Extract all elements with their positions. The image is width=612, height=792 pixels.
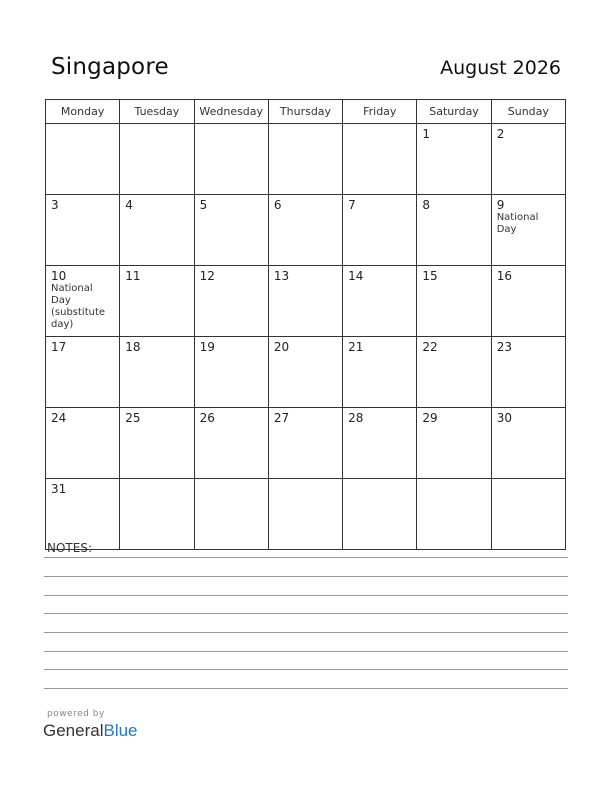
calendar-day-cell — [343, 195, 417, 266]
calendar-day-cell — [417, 337, 491, 408]
day-number: 12 — [199, 269, 215, 283]
weekday-header-wednesday: Wednesday — [194, 100, 268, 124]
calendar-day-cell — [120, 124, 194, 195]
day-number: 30 — [496, 411, 512, 425]
day-number: 24 — [51, 411, 67, 425]
day-number: 4 — [125, 198, 133, 212]
day-number: 18 — [125, 340, 141, 354]
weekday-header-row — [46, 100, 566, 124]
day-number: 7 — [348, 198, 356, 212]
calendar-week-row — [46, 408, 566, 479]
calendar-day-cell — [120, 337, 194, 408]
calendar-day-cell — [491, 408, 565, 479]
day-number: 6 — [273, 198, 282, 212]
day-number: 13 — [273, 269, 290, 283]
logo-text-blue: Blue — [103, 721, 138, 740]
day-number: 29 — [422, 411, 438, 425]
day-number: 21 — [348, 340, 364, 354]
calendar-day-cell — [120, 266, 194, 337]
day-number: 25 — [125, 411, 141, 425]
calendar-day-cell — [491, 124, 565, 195]
day-number: 5 — [199, 198, 208, 212]
day-number: 11 — [125, 269, 141, 283]
day-number: 2 — [496, 127, 505, 141]
powered-by-text: powered by — [47, 709, 105, 719]
day-number: 16 — [496, 269, 512, 283]
day-number: 9 — [496, 198, 505, 212]
holiday-label: National Day (substitute day) — [51, 283, 106, 330]
day-number: 31 — [51, 482, 67, 496]
calendar-day-cell — [268, 408, 342, 479]
calendar-week-row — [46, 479, 566, 550]
calendar-day-cell — [194, 124, 268, 195]
calendar-day-cell — [417, 195, 491, 266]
calendar-day-cell — [491, 266, 565, 337]
calendar-weeks — [46, 124, 566, 550]
day-number: 28 — [348, 411, 364, 425]
calendar-day-cell — [491, 195, 565, 266]
weekday-header-sunday: Sunday — [491, 100, 565, 124]
logo-text-general: General — [43, 721, 104, 740]
day-number: 19 — [199, 340, 215, 354]
calendar-day-cell — [417, 479, 491, 550]
calendar-day-cell — [46, 408, 120, 479]
calendar-day-cell — [120, 195, 194, 266]
calendar-day-cell — [343, 266, 417, 337]
weekday-header-monday: Monday — [46, 100, 120, 124]
calendar-day-cell — [268, 124, 342, 195]
day-number: 20 — [273, 340, 290, 354]
month-calendar-grid — [45, 99, 566, 550]
day-number: 17 — [51, 340, 67, 354]
day-number: 27 — [273, 411, 290, 425]
calendar-day-cell — [417, 266, 491, 337]
note-line — [44, 669, 568, 670]
calendar-day-cell — [120, 479, 194, 550]
note-line — [44, 557, 568, 558]
calendar-day-cell — [343, 479, 417, 550]
calendar-day-cell — [491, 479, 565, 550]
calendar-week-row — [46, 337, 566, 408]
day-number: 26 — [199, 411, 215, 425]
note-line — [44, 576, 568, 577]
day-number: 1 — [422, 127, 431, 141]
calendar-day-cell — [194, 266, 268, 337]
calendar-day-cell — [120, 408, 194, 479]
calendar-day-cell — [268, 479, 342, 550]
day-number: 23 — [496, 340, 512, 354]
calendar-day-cell — [343, 337, 417, 408]
calendar-month-title: August 2026 — [440, 57, 561, 79]
note-line — [44, 595, 568, 596]
notes-label: NOTES: — [47, 541, 92, 555]
day-number: 8 — [422, 198, 431, 212]
calendar-day-cell — [46, 266, 120, 337]
day-number: 15 — [422, 269, 438, 283]
calendar-day-cell — [268, 266, 342, 337]
day-number: 14 — [348, 269, 364, 283]
calendar-day-cell — [194, 337, 268, 408]
calendar-week-row — [46, 266, 566, 337]
note-line — [44, 613, 568, 614]
calendar-week-row — [46, 124, 566, 195]
day-number: 10 — [51, 269, 67, 283]
calendar-week-row — [46, 195, 566, 266]
day-number: 3 — [51, 198, 59, 212]
weekday-header-saturday: Saturday — [417, 100, 491, 124]
weekday-header-thursday: Thursday — [268, 100, 342, 124]
day-number: 22 — [422, 340, 438, 354]
note-line — [44, 632, 568, 633]
calendar-day-cell — [194, 479, 268, 550]
calendar-day-cell — [46, 124, 120, 195]
weekday-header-tuesday: Tuesday — [120, 100, 194, 124]
calendar-day-cell — [417, 124, 491, 195]
calendar-day-cell — [46, 479, 120, 550]
calendar-day-cell — [268, 195, 342, 266]
calendar-day-cell — [194, 408, 268, 479]
calendar-day-cell — [46, 337, 120, 408]
generalblue-logo[interactable] — [43, 721, 138, 741]
calendar-day-cell — [343, 408, 417, 479]
holiday-label: National Day — [496, 212, 539, 235]
calendar-day-cell — [46, 195, 120, 266]
weekday-header-friday: Friday — [343, 100, 417, 124]
note-line — [44, 688, 568, 689]
calendar-day-cell — [268, 337, 342, 408]
note-line — [44, 651, 568, 652]
calendar-day-cell — [491, 337, 565, 408]
calendar-day-cell — [343, 124, 417, 195]
calendar-day-cell — [417, 408, 491, 479]
calendar-country-title: Singapore — [51, 54, 169, 80]
calendar-day-cell — [194, 195, 268, 266]
